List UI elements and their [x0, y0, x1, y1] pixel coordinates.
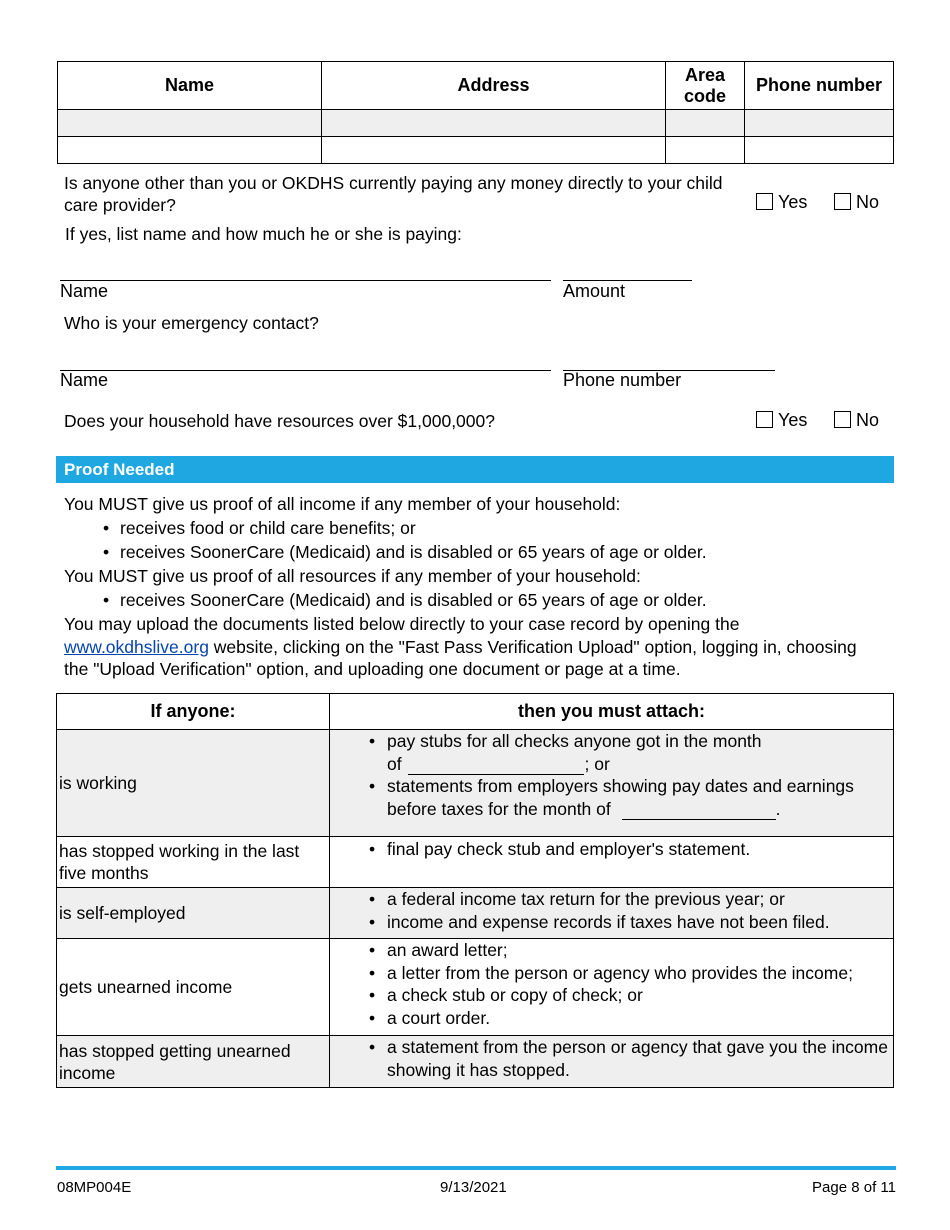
table-row: [57, 888, 894, 939]
attach-list: [366, 1036, 893, 1081]
footer-divider: [56, 1166, 896, 1170]
emergency-name-label: Name: [60, 370, 109, 390]
month-blank-field[interactable]: [408, 759, 584, 775]
col-phone-header: Phone number: [745, 62, 894, 110]
list-item: • a statement from the person or agency that gave you the income showing it has stopped.: [366, 1036, 893, 1081]
form-date: 9/13/2021: [440, 1179, 507, 1196]
condition-cell: has stopped getting unearned income: [57, 1036, 330, 1088]
item-text: statements from employers showing pay dates and earnings: [387, 776, 854, 796]
list-item: • a check stub or copy of check; or: [366, 984, 893, 1007]
resources-intro: You MUST give us proof of all resources if any member of your household:: [64, 566, 641, 586]
table-row: [57, 837, 894, 888]
payer-name-label: Name: [60, 281, 109, 301]
attach-cell: [330, 1036, 894, 1088]
attach-list: [366, 730, 893, 820]
attach-cell: [330, 888, 894, 939]
list-item: • receives food or child care benefits; or: [100, 516, 884, 540]
condition-cell: is working: [57, 730, 330, 837]
col-name-header: Name: [58, 62, 322, 110]
table-row: [57, 1036, 894, 1088]
col-address-header: Address: [322, 62, 666, 110]
emergency-phone-label: Phone number: [563, 370, 682, 390]
list-item: [366, 775, 893, 820]
item-text: before taxes for the month of: [387, 798, 611, 819]
area-code-cell[interactable]: [666, 137, 745, 164]
phone-cell[interactable]: [745, 137, 894, 164]
emergency-contact-question: Who is your emergency contact?: [64, 313, 319, 333]
list-item: • receives SoonerCare (Medicaid) and is disabled or 65 years of age or older.: [100, 540, 884, 564]
item-text: pay stubs for all checks anyone got in the month: [387, 731, 762, 751]
attach-list: [366, 838, 893, 861]
list-item: • a letter from the person or agency who provides the income;: [366, 962, 893, 985]
table-row: [57, 730, 894, 837]
name-cell[interactable]: [58, 110, 322, 137]
condition-cell: has stopped working in the last five months: [57, 837, 330, 888]
resources-yes-checkbox[interactable]: [756, 411, 773, 428]
resources-yes-option[interactable]: [756, 410, 807, 431]
yes-label: Yes: [778, 410, 808, 430]
attach-table: [56, 693, 894, 1088]
other-paying-question: Is anyone other than you or OKDHS currently paying any money directly to your child care provider?: [64, 173, 723, 215]
resources-question: Does your household have resources over $1,000,000?: [64, 411, 495, 431]
resources-no-checkbox[interactable]: [834, 411, 851, 428]
attach-table-header: [57, 694, 894, 730]
payer-amount-label: Amount: [563, 281, 626, 301]
phone-cell[interactable]: [745, 110, 894, 137]
list-item: • final pay check stub and employer's statement.: [366, 838, 893, 861]
income-list: [100, 516, 884, 564]
attach-cell: [330, 837, 894, 888]
upload-post-text: website, clicking on the "Fast Pass Verification Upload" option, logging in, choosing the "Upload Verification" option, and uploading one document or page at a time.: [64, 636, 857, 679]
list-item: • a federal income tax return for the previous year; or: [366, 888, 893, 911]
address-cell[interactable]: [322, 110, 666, 137]
list-item: • income and expense records if taxes have not been filed.: [366, 911, 893, 934]
other-paying-no-option[interactable]: [834, 192, 879, 213]
resources-list: [100, 588, 884, 612]
item-text: ; or: [584, 753, 610, 774]
table-row: [58, 110, 894, 137]
if-anyone-header: If anyone:: [57, 694, 330, 730]
address-cell[interactable]: [322, 137, 666, 164]
income-intro: You MUST give us proof of all income if any member of your household:: [64, 494, 621, 514]
provider-table: [57, 61, 894, 164]
proof-needed-header: [56, 456, 894, 483]
page-number: Page 8 of 11: [812, 1179, 896, 1196]
proof-section: [64, 492, 884, 681]
table-row: [58, 137, 894, 164]
condition-cell: gets unearned income: [57, 939, 330, 1036]
no-label: No: [856, 410, 880, 430]
attach-list: [366, 939, 893, 1029]
other-paying-no-checkbox[interactable]: [834, 193, 851, 210]
okdhslive-link[interactable]: www.okdhslive.org: [64, 636, 209, 657]
yes-label: Yes: [778, 192, 808, 212]
item-text: of: [387, 753, 402, 774]
attach-cell: [330, 730, 894, 837]
attach-cell: [330, 939, 894, 1036]
upload-instructions: [64, 613, 884, 681]
list-item: • receives SoonerCare (Medicaid) and is disabled or 65 years of age or older.: [100, 588, 884, 612]
col-area-code-header: Area code: [666, 62, 745, 110]
attach-list: [366, 888, 893, 933]
table-row: [57, 939, 894, 1036]
list-item: • a court order.: [366, 1007, 893, 1030]
resources-no-option[interactable]: [834, 410, 879, 431]
other-paying-yes-checkbox[interactable]: [756, 193, 773, 210]
other-paying-yes-option[interactable]: [756, 192, 807, 213]
payer-name-field[interactable]: [60, 280, 551, 281]
area-code-cell[interactable]: [666, 110, 745, 137]
condition-cell: is self-employed: [57, 888, 330, 939]
upload-pre-text: You may upload the documents listed below directly to your case record by opening the: [64, 614, 740, 634]
month-blank-field[interactable]: [622, 804, 776, 820]
item-text: .: [775, 798, 781, 819]
no-label: No: [856, 192, 880, 212]
list-item: [366, 730, 893, 775]
form-id: 08MP004E: [57, 1179, 132, 1196]
list-item: • an award letter;: [366, 939, 893, 962]
other-paying-followup: If yes, list name and how much he or she is paying:: [65, 224, 462, 244]
emergency-name-field[interactable]: [60, 370, 551, 371]
name-cell[interactable]: [58, 137, 322, 164]
must-attach-header: then you must attach:: [330, 694, 894, 730]
provider-table-header: [58, 62, 894, 110]
proof-needed-title: Proof Needed: [64, 460, 175, 479]
